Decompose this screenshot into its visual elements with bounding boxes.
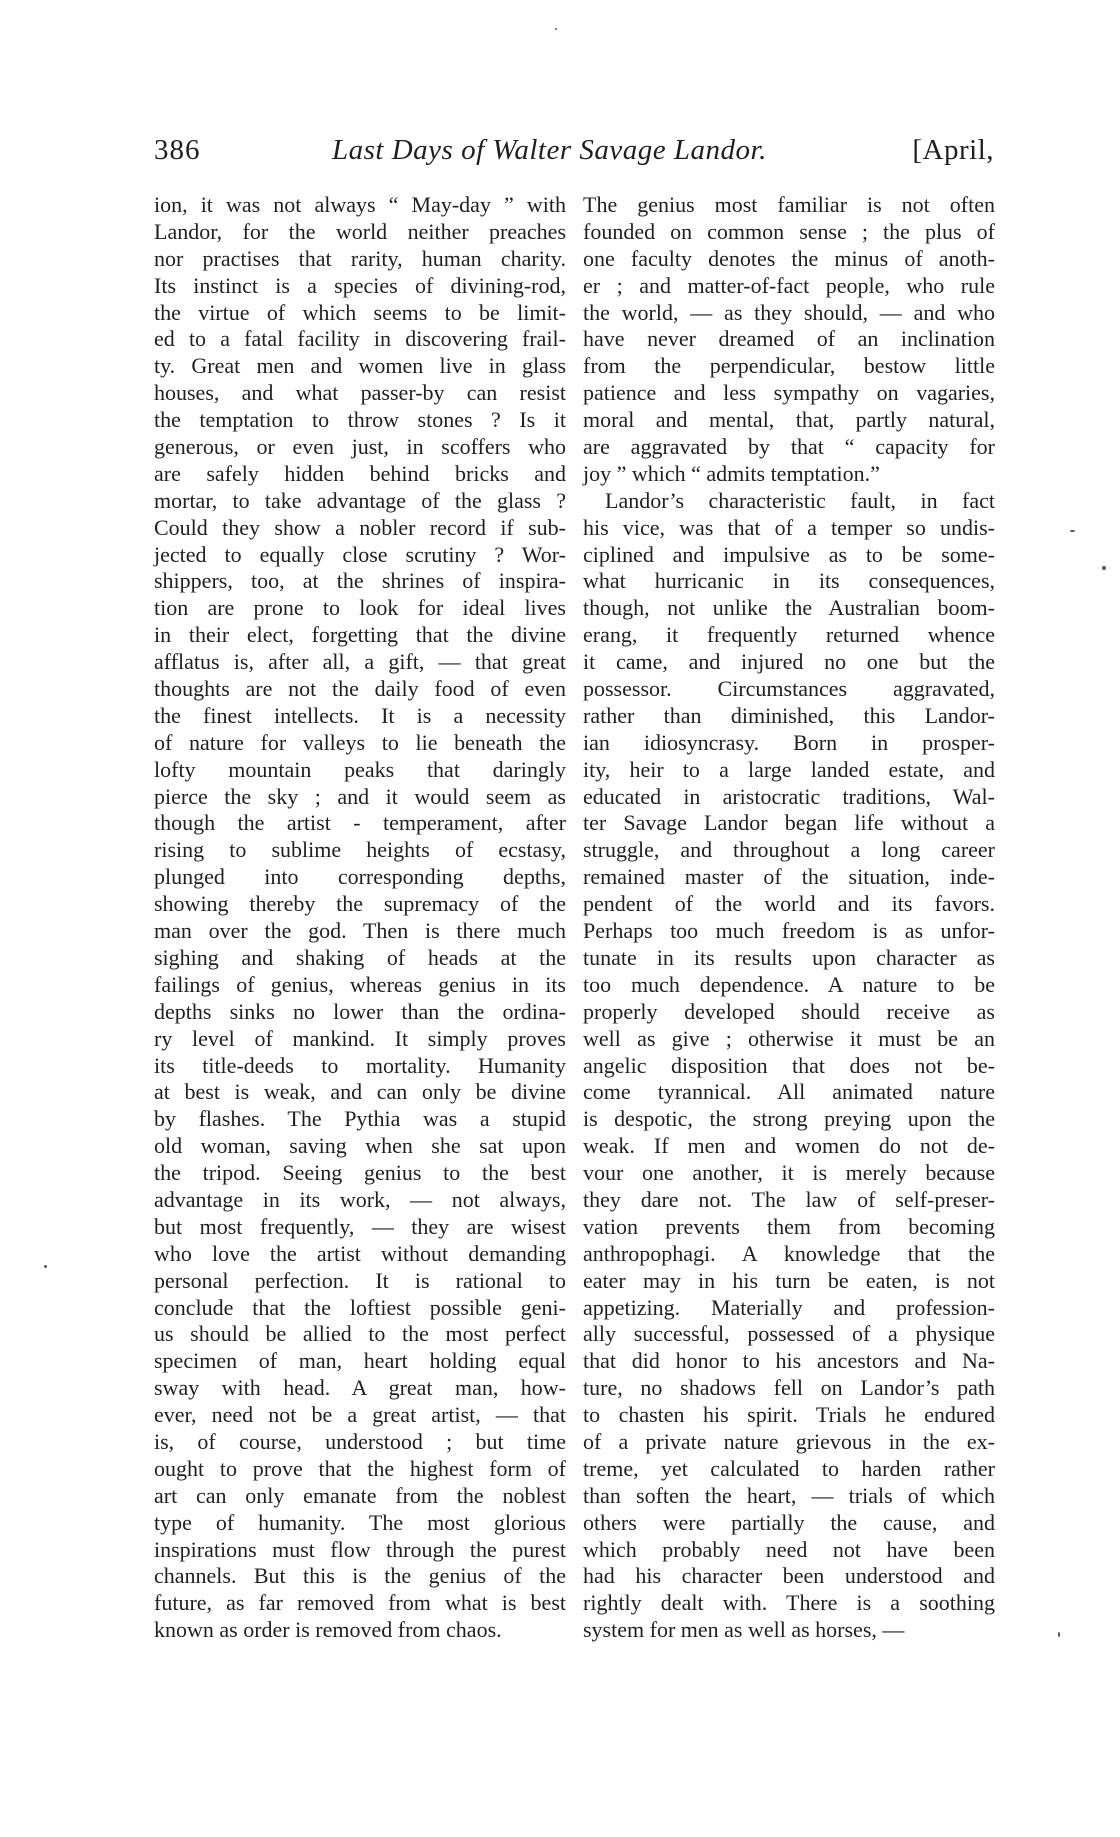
text-line: known as order is removed from chaos. — [154, 1617, 502, 1643]
text-line: are safely hidden behind bricks and — [154, 460, 566, 486]
issue-month: [April, — [912, 134, 994, 166]
text-line: rightly dealt with. There is a soothing — [583, 1590, 995, 1616]
text-column-left — [154, 192, 566, 1644]
text-line: appetizing. Materially and profession- — [583, 1294, 995, 1320]
text-line: rising to sublime heights of ecstasy, — [154, 837, 566, 863]
text-line: are aggravated by that “ capacity for — [583, 434, 995, 460]
text-line: ian idiosyncrasy. Born in prosper- — [583, 729, 995, 755]
text-line: properly developed should receive as — [583, 998, 995, 1024]
speck — [44, 1265, 47, 1268]
text-line: shippers, too, at the shrines of inspira- — [154, 568, 566, 594]
text-line: struggle, and throughout a long career — [583, 837, 995, 863]
text-line: of nature for valleys to lie beneath the — [154, 729, 566, 755]
text-line: art can only emanate from the noblest — [154, 1482, 566, 1508]
text-line: come tyrannical. All animated nature — [583, 1079, 995, 1105]
running-title: Last Days of Walter Savage Landor. — [332, 134, 767, 166]
text-line: thoughts are not the daily food of even — [154, 676, 566, 702]
speck — [1102, 566, 1106, 570]
text-line: erang, it frequently returned whence — [583, 622, 995, 648]
text-line: by flashes. The Pythia was a stupid — [154, 1106, 566, 1132]
text-line: Could they show a nobler record if sub- — [154, 514, 566, 540]
text-line: ty. Great men and women live in glass — [154, 353, 566, 379]
text-line: Landor’s characteristic fault, in fact — [605, 487, 995, 513]
text-line: plunged into corresponding depths, — [154, 864, 566, 890]
text-line: failings of genius, whereas genius in its — [154, 971, 566, 997]
text-line: possessor. Circumstances aggravated, — [583, 676, 995, 702]
text-line: ally successful, possessed of a physique — [583, 1321, 995, 1347]
text-line: Landor, for the world neither preaches — [154, 218, 566, 244]
speck — [1058, 1632, 1060, 1637]
text-line: pierce the sky ; and it would seem as — [154, 783, 566, 809]
text-line: remained master of the situation, inde- — [583, 864, 995, 890]
text-line: jected to equally close scrutiny ? Wor- — [154, 541, 566, 567]
text-line: ciplined and impulsive as to be some- — [583, 541, 995, 567]
speck — [555, 28, 557, 30]
text-line: lofty mountain peaks that daringly — [154, 756, 566, 782]
text-column-right — [583, 192, 995, 1644]
text-line: type of humanity. The most glorious — [154, 1509, 566, 1535]
text-line: in their elect, forgetting that the divine — [154, 622, 566, 648]
text-line: houses, and what passer-by can resist — [154, 380, 566, 406]
text-line: though the artist - temperament, after — [154, 810, 566, 836]
text-line: The genius most familiar is not often — [583, 192, 995, 217]
text-line: others were partially the cause, and — [583, 1509, 995, 1535]
text-line: showing thereby the supremacy of the — [154, 891, 566, 917]
text-line: is, of course, understood ; but time — [154, 1428, 566, 1454]
speck — [1070, 530, 1075, 532]
text-line: generous, or even just, in scoffers who — [154, 434, 566, 460]
text-line: tion are prone to look for ideal lives — [154, 595, 566, 621]
text-line: ter Savage Landor began life without a — [583, 810, 995, 836]
text-line: ought to prove that the highest form of — [154, 1455, 566, 1481]
text-line: rather than diminished, this Landor- — [583, 702, 995, 728]
text-line: system for men as well as horses, — — [583, 1617, 905, 1643]
text-line: too much dependence. A nature to be — [583, 971, 995, 997]
text-line: conclude that the loftiest possible geni- — [154, 1294, 566, 1320]
text-line: us should be allied to the most perfect — [154, 1321, 566, 1347]
text-line: mortar, to take advantage of the glass ? — [154, 487, 566, 513]
text-line: eater may in his turn be eaten, is not — [583, 1267, 995, 1293]
text-line: though, not unlike the Australian boom- — [583, 595, 995, 621]
text-line: channels. But this is the genius of the — [154, 1563, 566, 1589]
text-line: had his character been understood and — [583, 1563, 995, 1589]
text-line: Its instinct is a species of divining-rod, — [154, 272, 566, 298]
text-line: the virtue of which seems to be limit- — [154, 299, 566, 325]
text-line: depths sinks no lower than the ordina- — [154, 998, 566, 1024]
page-number: 386 — [154, 134, 201, 166]
text-line: nor practises that rarity, human charity. — [154, 245, 566, 271]
text-line: vour one another, it is merely because — [583, 1160, 995, 1186]
text-line: founded on common sense ; the plus of — [583, 218, 995, 244]
text-line: the world, — as they should, — and who — [583, 299, 995, 325]
text-line: sighing and shaking of heads at the — [154, 944, 566, 970]
text-line: one faculty denotes the minus of anoth- — [583, 245, 995, 271]
text-line: Perhaps too much freedom is as unfor- — [583, 918, 995, 944]
text-line: from the perpendicular, bestow little — [583, 353, 995, 379]
text-line: the tripod. Seeing genius to the best — [154, 1160, 566, 1186]
text-line: ever, need not be a great artist, — that — [154, 1402, 566, 1428]
text-line: the temptation to throw stones ? Is it — [154, 407, 566, 433]
text-line: patience and less sympathy on vagaries, — [583, 380, 995, 406]
text-line: its title-deeds to mortality. Humanity — [154, 1052, 566, 1078]
text-line: specimen of man, heart holding equal — [154, 1348, 566, 1374]
text-line: ity, heir to a large landed estate, and — [583, 756, 995, 782]
text-line: advantage in its work, — not always, — [154, 1186, 566, 1212]
text-line: future, as far removed from what is best — [154, 1590, 566, 1616]
text-line: who love the artist without demanding — [154, 1240, 566, 1266]
text-line: pendent of the world and its favors. — [583, 891, 995, 917]
text-line: ed to a fatal facility in discovering frail- — [154, 326, 566, 352]
text-line: it came, and injured no one but the — [583, 649, 995, 675]
running-header — [154, 134, 994, 174]
text-line: anthropophagi. A knowledge that the — [583, 1240, 995, 1266]
text-line: his vice, was that of a temper so undis- — [583, 514, 995, 540]
text-line: but most frequently, — they are wisest — [154, 1213, 566, 1239]
text-line: ture, no shadows fell on Landor’s path — [583, 1375, 995, 1401]
text-line: joy ” which “ admits temptation.” — [583, 460, 880, 486]
text-line: what hurricanic in its consequences, — [583, 568, 995, 594]
text-line: which probably need not have been — [583, 1536, 995, 1562]
text-line: they dare not. The law of self-preser- — [583, 1186, 995, 1212]
text-line: to chasten his spirit. Trials he endured — [583, 1402, 995, 1428]
text-line: of a private nature grievous in the ex- — [583, 1428, 995, 1454]
text-line: er ; and matter-of-fact people, who rule — [583, 272, 995, 298]
text-line: that did honor to his ancestors and Na- — [583, 1348, 995, 1374]
text-line: sway with head. A great man, how- — [154, 1375, 566, 1401]
text-line: at best is weak, and can only be divine — [154, 1079, 566, 1105]
text-line: personal perfection. It is rational to — [154, 1267, 566, 1293]
text-line: angelic disposition that does not be- — [583, 1052, 995, 1078]
text-line: afflatus is, after all, a gift, — that great — [154, 649, 566, 675]
text-line: is despotic, the strong preying upon the — [583, 1106, 995, 1132]
text-line: the finest intellects. It is a necessity — [154, 702, 566, 728]
text-line: ry level of mankind. It simply proves — [154, 1025, 566, 1051]
text-line: well as give ; otherwise it must be an — [583, 1025, 995, 1051]
text-line: old woman, saving when she sat upon — [154, 1133, 566, 1159]
text-line: treme, yet calculated to harden rather — [583, 1455, 995, 1481]
text-line: ion, it was not always “ May-day ” with — [154, 192, 566, 217]
text-line: inspirations must flow through the purest — [154, 1536, 566, 1562]
text-line: have never dreamed of an inclination — [583, 326, 995, 352]
text-line: man over the god. Then is there much — [154, 918, 566, 944]
text-line: tunate in its results upon character as — [583, 944, 995, 970]
text-line: vation prevents them from becoming — [583, 1213, 995, 1239]
text-line: educated in aristocratic traditions, Wal- — [583, 783, 995, 809]
text-line: weak. If men and women do not de- — [583, 1133, 995, 1159]
text-line: than soften the heart, — trials of which — [583, 1482, 995, 1508]
text-line: moral and mental, that, partly natural, — [583, 407, 995, 433]
